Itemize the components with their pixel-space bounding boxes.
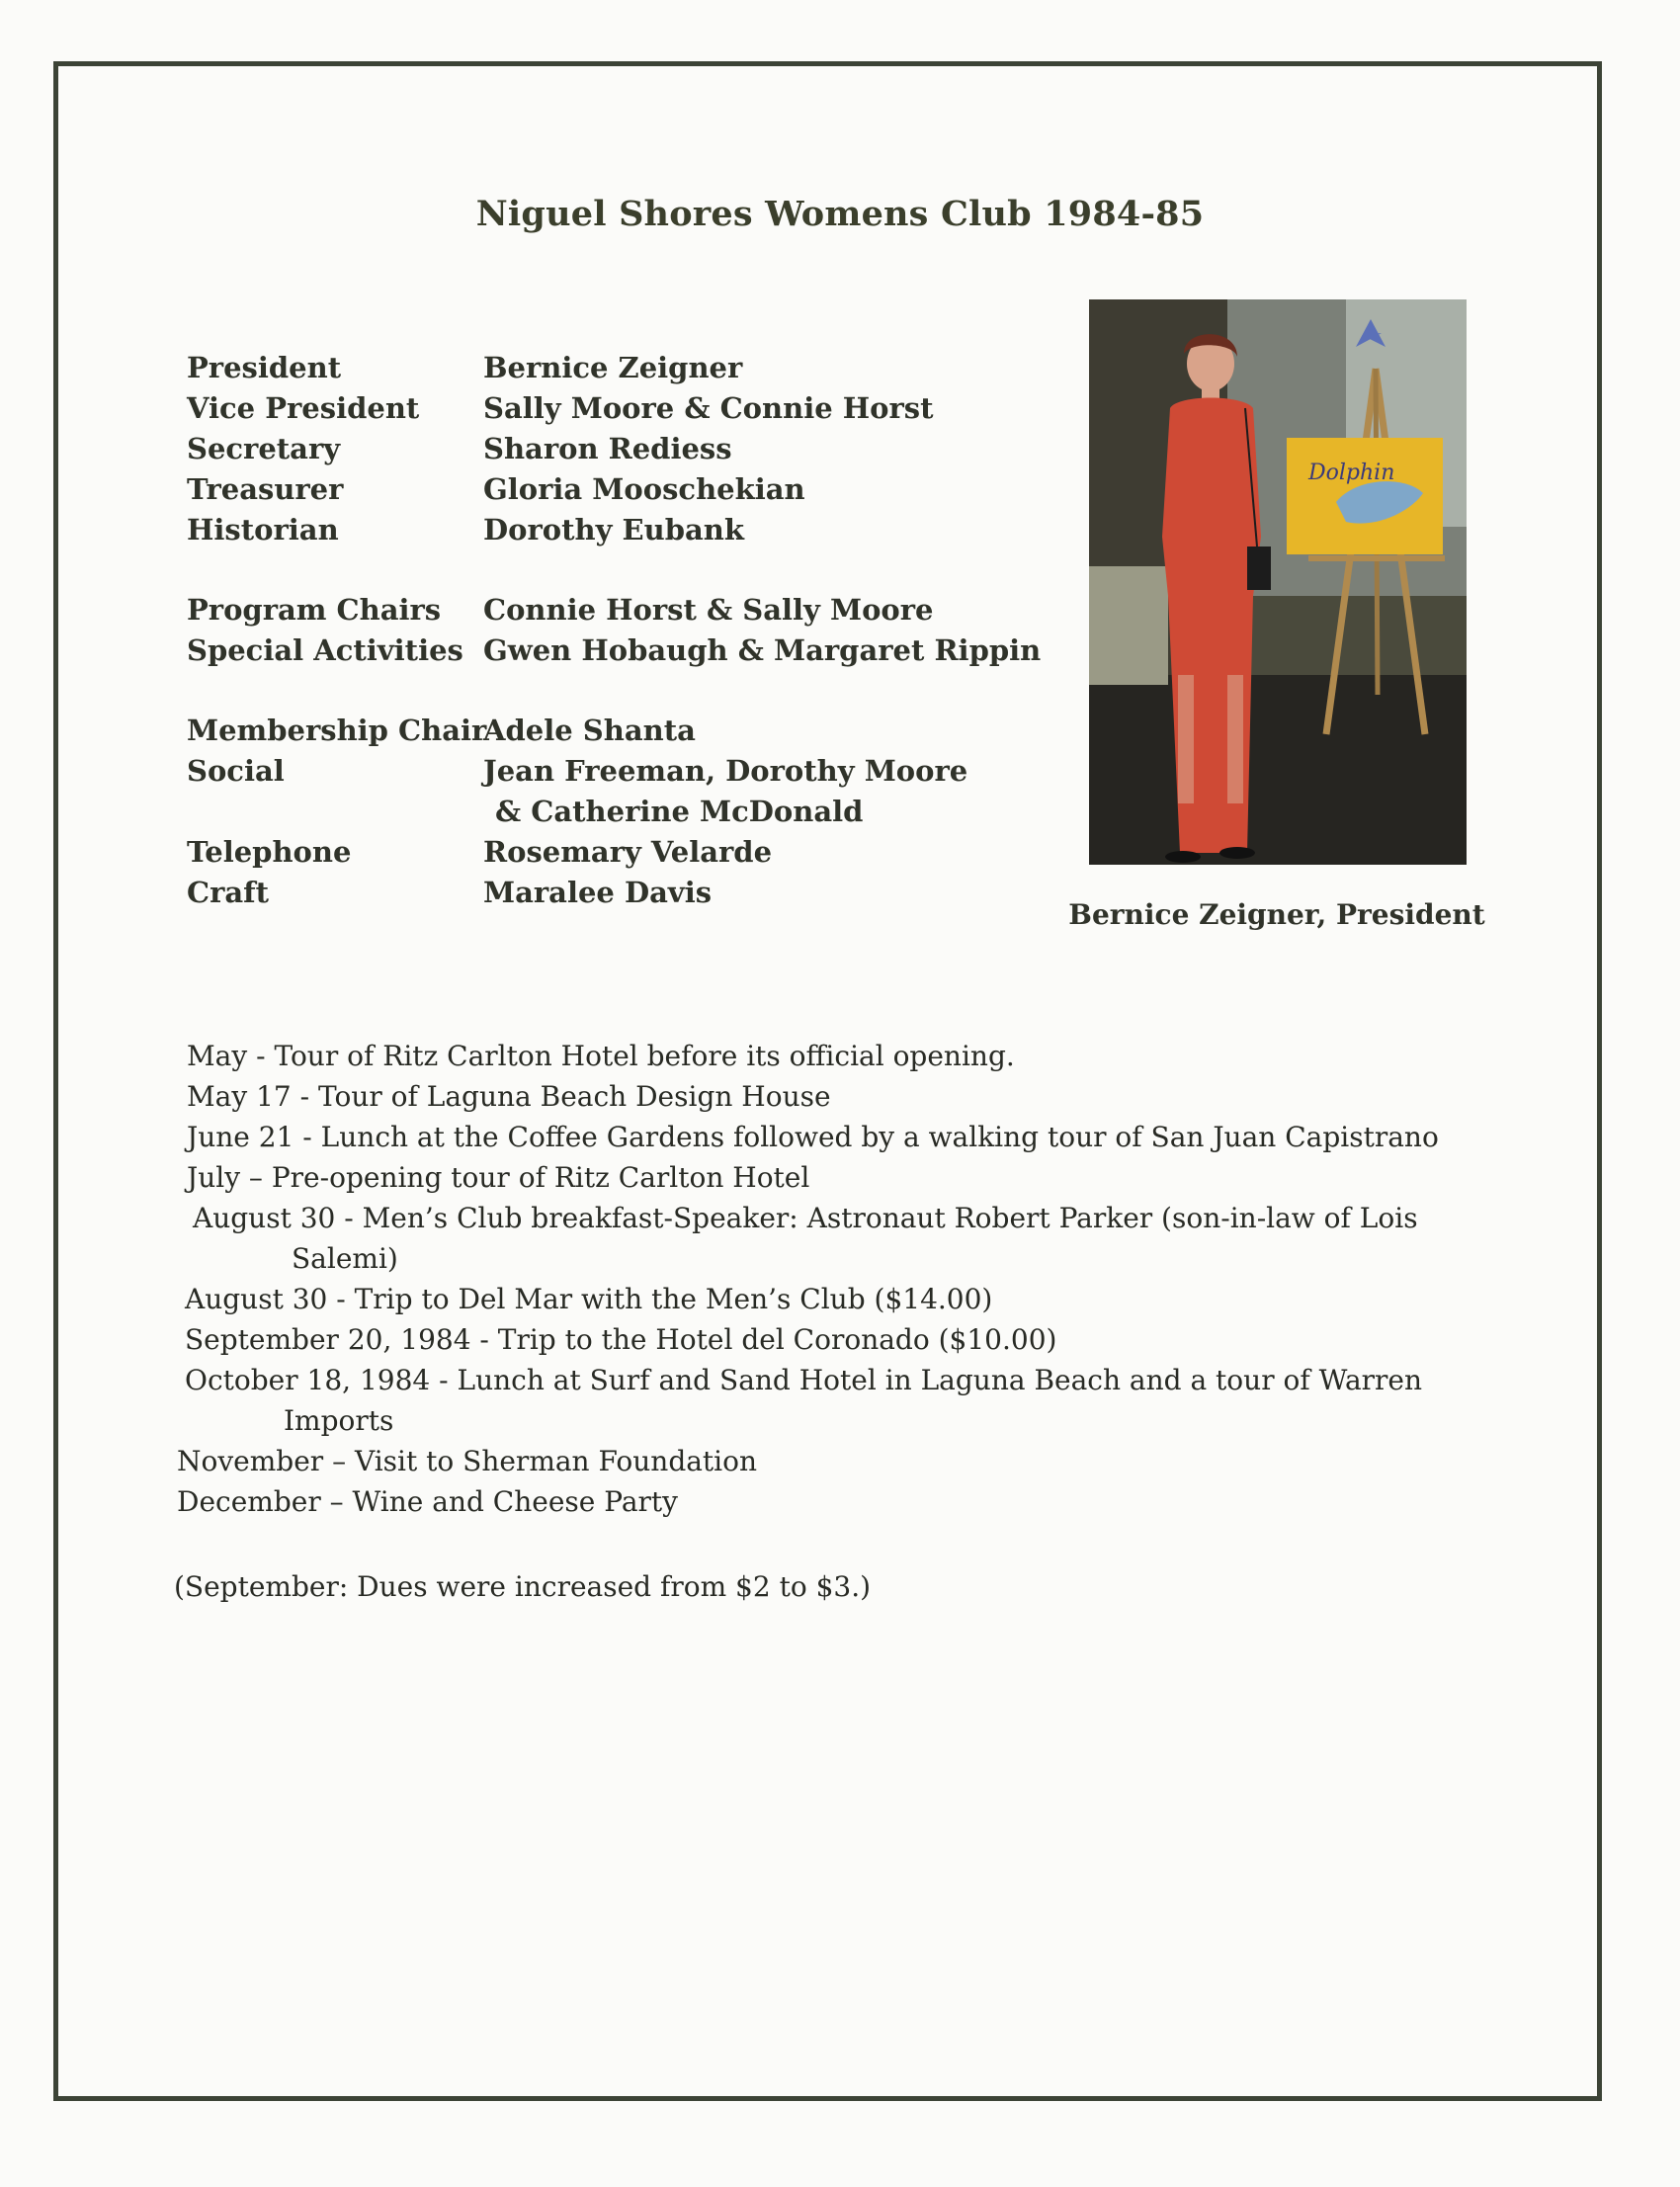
event-item [173, 1279, 1497, 1319]
event-text: November – Visit to Sherman Foundation [177, 1445, 758, 1477]
role-label: Secretary [187, 431, 341, 465]
member-name: Adele Shanta [483, 713, 696, 747]
event-text: May 17 - Tour of Laguna Beach Design House [187, 1080, 831, 1113]
role-label: Historian [187, 512, 339, 547]
document-title: Niguel Shores Womens Club 1984-85 [475, 194, 1205, 234]
role-label: Social [187, 753, 285, 788]
roster-row [187, 872, 1056, 912]
photo-illustration [1089, 299, 1467, 865]
event-item [173, 1198, 1497, 1279]
event-text: December – Wine and Cheese Party [177, 1485, 678, 1518]
roster-row [187, 710, 1056, 750]
event-item [173, 1076, 1497, 1117]
role-label: Treasurer [187, 471, 344, 506]
section-gap [187, 549, 1056, 589]
event-item [173, 1360, 1497, 1441]
event-text: August 30 - Trip to Del Mar with the Men’s Club ($14.00) [185, 1283, 993, 1315]
member-name: Sharon Rediess [483, 431, 732, 465]
roster-row [187, 387, 1056, 428]
event-item [173, 1441, 1497, 1481]
event-text: May - Tour of Ritz Carlton Hotel before its official opening. [187, 1040, 1015, 1072]
poster-board [1287, 438, 1443, 554]
event-item [173, 1481, 1497, 1522]
poster-text: Dolphin [1308, 461, 1395, 485]
roster-row-continuation [187, 791, 1056, 831]
roster-row [187, 428, 1056, 468]
role-label: Membership Chair [187, 713, 487, 747]
event-item [173, 1036, 1497, 1076]
event-item [173, 1117, 1497, 1157]
roster-row [187, 589, 1056, 630]
event-text-continuation: Salemi) [292, 1242, 398, 1275]
events-list [173, 1036, 1497, 1522]
member-name: Rosemary Velarde [483, 834, 773, 869]
member-name: Gwen Hobaugh & Margaret Rippin [483, 632, 1042, 667]
president-photo [1089, 299, 1467, 865]
roster-row [187, 831, 1056, 872]
event-text: July – Pre-opening tour of Ritz Carlton Hotel [187, 1161, 810, 1194]
event-text: August 30 - Men’s Club breakfast-Speaker: Astronaut Robert Parker (son-in-law of Lois [193, 1202, 1418, 1234]
role-label: Special Activities [187, 632, 463, 667]
member-name: Jean Freeman, Dorothy Moore [483, 753, 968, 788]
member-name: Sally Moore & Connie Horst [483, 390, 934, 425]
member-name: Connie Horst & Sally Moore [483, 592, 934, 627]
role-label: Craft [187, 875, 270, 909]
member-name: & Catherine McDonald [495, 794, 864, 828]
roster-row [187, 468, 1056, 509]
event-text-continuation: Imports [284, 1404, 394, 1437]
event-item [173, 1319, 1497, 1360]
member-name: Bernice Zeigner [483, 350, 743, 384]
role-label: Program Chairs [187, 592, 442, 627]
roster-row [187, 347, 1056, 387]
member-name: Dorothy Eubank [483, 512, 744, 547]
role-label: Telephone [187, 834, 352, 869]
roster-row [187, 750, 1056, 791]
dues-note: (September: Dues were increased from $2 to $3.) [174, 1570, 872, 1603]
member-name: Maralee Davis [483, 875, 713, 909]
officer-roster [187, 347, 1056, 912]
photo-caption: Bernice Zeigner, President [1068, 898, 1485, 931]
roster-row [187, 509, 1056, 549]
role-label: Vice President [187, 390, 420, 425]
event-item [173, 1157, 1497, 1198]
event-text: June 21 - Lunch at the Coffee Gardens followed by a walking tour of San Juan Capistrano [187, 1121, 1439, 1153]
roster-row [187, 630, 1056, 670]
event-text: September 20, 1984 - Trip to the Hotel del Coronado ($10.00) [185, 1323, 1057, 1356]
section-gap [187, 670, 1056, 710]
member-name: Gloria Mooschekian [483, 471, 805, 506]
role-label: President [187, 350, 342, 384]
event-text: October 18, 1984 - Lunch at Surf and Sand Hotel in Laguna Beach and a tour of Warren [185, 1364, 1423, 1396]
